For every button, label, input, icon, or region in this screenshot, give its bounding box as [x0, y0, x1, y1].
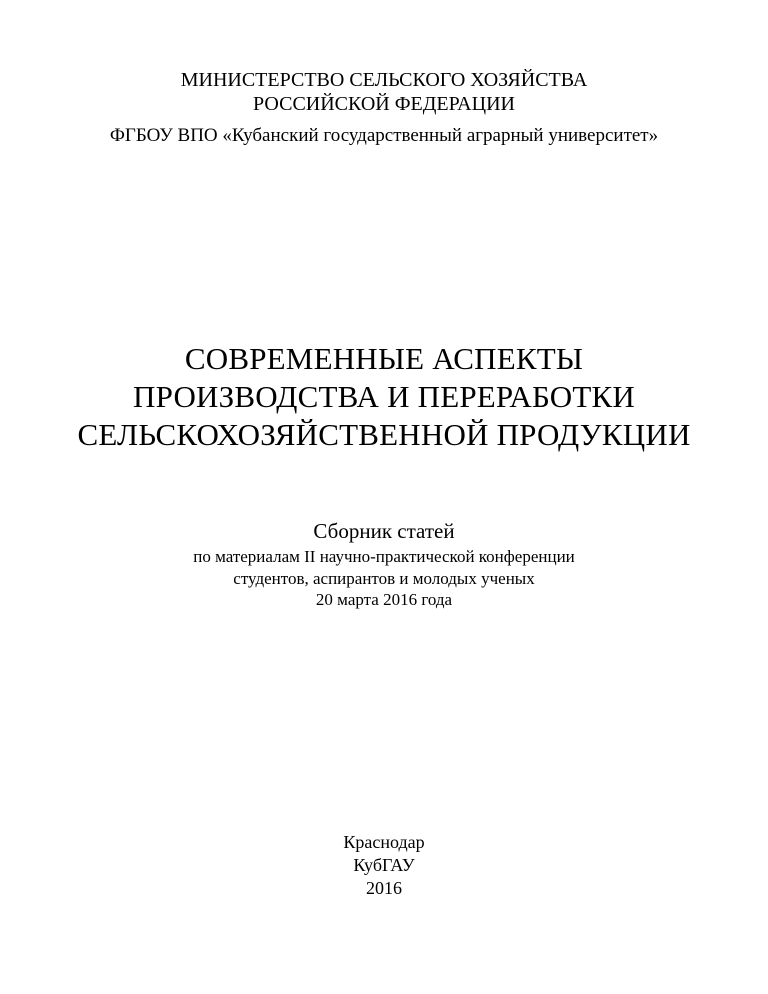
title-line-1: СОВРЕМЕННЫЕ АСПЕКТЫ	[184, 341, 584, 376]
ministry-line-1: МИНИСТЕРСТВО СЕЛЬСКОГО ХОЗЯЙСТВА	[180, 69, 588, 91]
conference-date: 20 марта 2016 года	[315, 590, 453, 609]
collection-line-1: по материалам II научно-практической конференции	[193, 547, 575, 566]
ministry-line-2: РОССИЙСКОЙ ФЕДЕРАЦИИ	[253, 93, 515, 115]
imprint-publisher: КубГАУ	[353, 855, 415, 875]
title-line-2: ПРОИЗВОДСТВА И ПЕРЕРАБОТКИ	[133, 379, 635, 414]
collection-line-2: студентов, аспирантов и молодых ученых	[233, 569, 535, 588]
university-name: ФГБОУ ВПО «Кубанский государственный аграрный университет»	[109, 125, 659, 146]
imprint-year: 2016	[366, 878, 402, 898]
imprint-city: Краснодар	[343, 832, 425, 852]
title-line-3: СЕЛЬСКОХОЗЯЙСТВЕННОЙ ПРОДУКЦИИ	[77, 417, 691, 452]
collection-heading: Сборник статей	[313, 519, 455, 543]
